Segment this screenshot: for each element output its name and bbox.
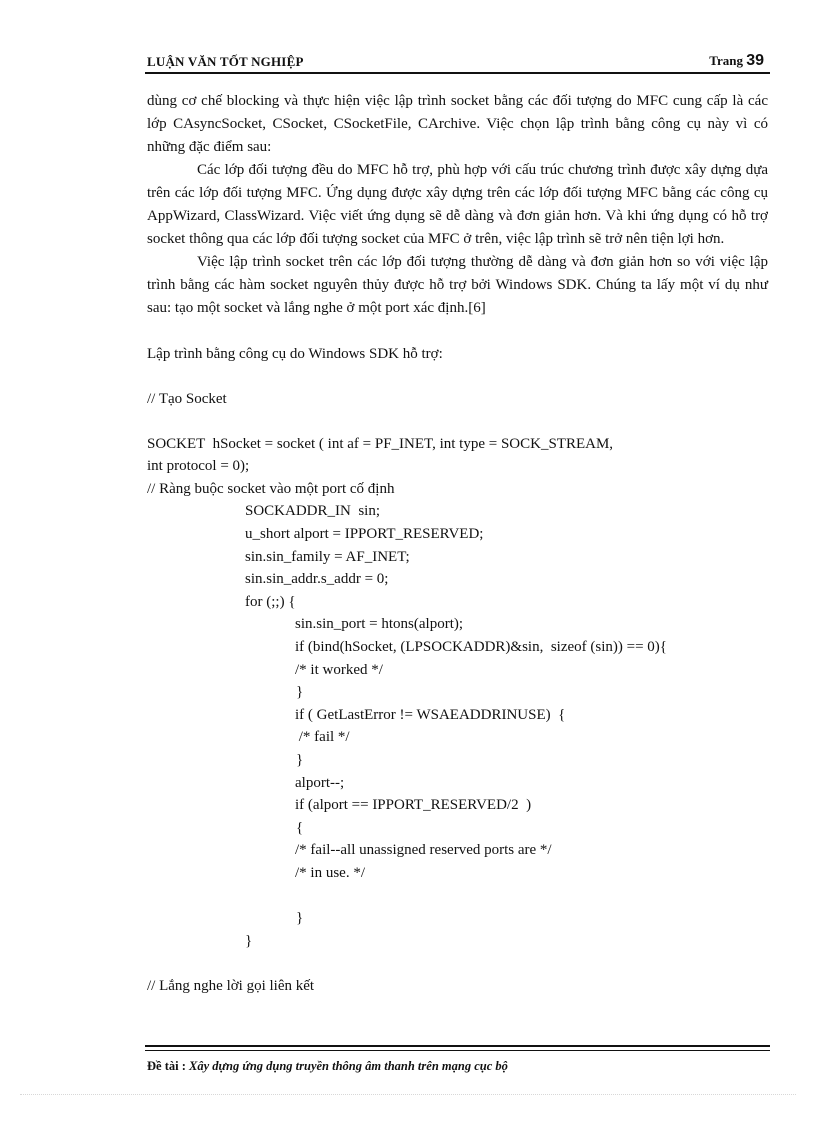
code-line: }	[296, 910, 304, 927]
footer	[147, 1059, 508, 1074]
code-line: }	[296, 752, 304, 768]
page-label: Trang	[709, 53, 743, 68]
code-comment: // Ràng buộc socket vào một port cố định	[147, 480, 395, 497]
paragraph-3: Việc lập trình socket trên các lớp đối tượng thường dễ dàng và đơn giản hơn so với việc lập trình bằng các hàm socket nguyên thủy được hỗ trợ bởi Windows SDK. Chúng ta lấy một ví dụ như sau: tạo một socket và lắng nghe ở một port xác định.[6]	[147, 254, 768, 316]
page-bottom-border	[20, 1094, 796, 1095]
header-title: LUẬN VĂN TỐT NGHIỆP	[147, 54, 304, 69]
code-comment: /* fail--all unassigned reserved ports are */	[295, 842, 552, 859]
code-comment: /* it worked */	[295, 661, 383, 678]
comment-listen: // Lắng nghe lời gọi liên kết	[147, 977, 315, 994]
code-line: sin.sin_port = htons(alport);	[295, 616, 464, 633]
code-comment: /* in use. */	[295, 864, 365, 881]
footer-rule-top	[145, 1045, 770, 1047]
page-body	[147, 90, 768, 997]
paragraph-2: Các lớp đối tượng đều do MFC hỗ trợ, phù hợp với cấu trúc chương trình được xây dựng dựa trên các lớp đối tượng MFC. Ứng dụng được xây dựng trên các lớp đối tượng MFC bằng các công cụ AppWizard, ClassWizard. Việc viết ứng dụng sẽ dễ dàng và đơn giản hơn. Và khi ứng dụng có hỗ trợ socket thông qua các lớp đối tượng socket của MFC ở trên, việc lập trình sẽ trở nên tiện lợi hơn.	[147, 162, 768, 247]
code-line: u_short alport = IPPORT_RESERVED;	[245, 526, 484, 543]
footer-rule-bottom	[145, 1050, 770, 1051]
code-line: if (bind(hSocket, (LPSOCKADDR)&sin, sizeof (sin)) == 0){	[295, 639, 667, 656]
code-line: }	[296, 684, 304, 701]
paragraph-1: dùng cơ chế blocking và thực hiện việc lập trình socket bằng các đối tượng do MFC cung cấp là các lớp CAsyncSocket, CSocket, CSocketFile, CArchive. Việc chọn lập trình bằng công cụ này vì có những đặc điểm sau:	[147, 93, 768, 155]
page-number-value: 39	[746, 52, 764, 69]
code-line: if (alport == IPPORT_RESERVED/2 )	[295, 797, 532, 814]
code-line: alport--;	[295, 774, 345, 791]
header-rule	[145, 72, 770, 74]
code-comment: /* fail */	[295, 729, 350, 746]
sdk-intro: Lập trình bằng công cụ do Windows SDK hỗ trợ:	[147, 345, 443, 362]
code-line: }	[245, 932, 253, 949]
code-line: for (;;) {	[245, 593, 296, 610]
code-line: SOCKADDR_IN sin;	[245, 503, 381, 520]
code-line: SOCKET hSocket = socket ( int af = PF_INET, int type = SOCK_STREAM,	[147, 435, 614, 452]
code-line: sin.sin_family = AF_INET;	[245, 548, 410, 565]
comment-create-socket: // Tạo Socket	[147, 390, 227, 407]
code-line: {	[296, 819, 304, 836]
code-line: int protocol = 0);	[147, 458, 250, 475]
code-line: if ( GetLastError != WSAEADDRINUSE) {	[295, 706, 566, 723]
code-line: sin.sin_addr.s_addr = 0;	[245, 571, 389, 588]
footer-topic: Xây dựng ứng dụng truyền thông âm thanh trên mạng cục bộ	[189, 1059, 508, 1073]
footer-label: Đề tài :	[147, 1059, 186, 1073]
page-number	[709, 52, 764, 70]
